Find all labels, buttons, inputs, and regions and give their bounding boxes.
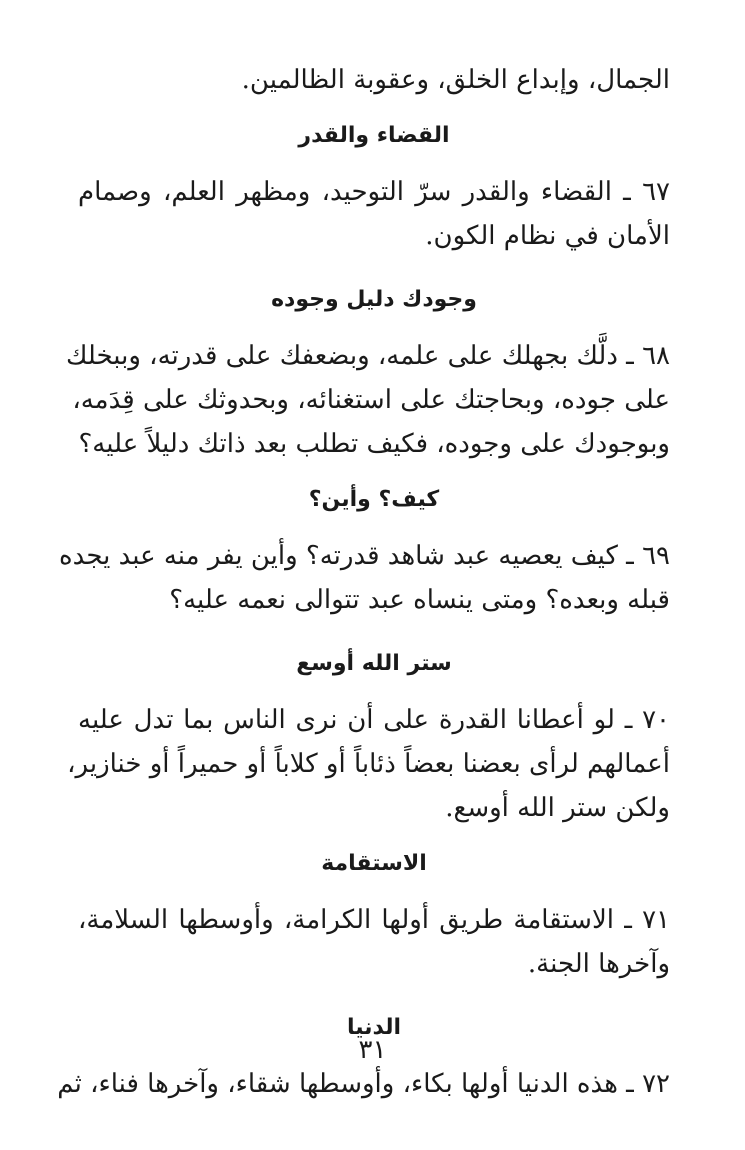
paragraph-70-line-2: أعمالهم لرأى بعضنا بعضاً ذئاباً أو كلاباً أو حميراً أو خنازير، xyxy=(67,749,670,779)
section-heading-wujud: وجودك دليل وجوده xyxy=(271,287,477,312)
page-body xyxy=(57,58,670,1106)
paragraph-68-line-3: وبوجودك على وجوده، فكيف تطلب بعد ذاتك دليلاً عليه؟ xyxy=(78,429,670,459)
paragraph-67-line-2: الأمان في نظام الكون. xyxy=(425,221,670,251)
section-heading-istiqama: الاستقامة xyxy=(321,851,427,876)
section-heading-kayf: كيف؟ وأين؟ xyxy=(308,487,440,512)
paragraph-68-line-1: ٦٨ ـ دلَّك بجهلك على علمه، وبضعفك على قدرته، وببخلك xyxy=(65,341,670,371)
paragraph-67-line-1: ٦٧ ـ القضاء والقدر سرّ التوحيد، ومظهر العلم، وصمام xyxy=(78,177,670,207)
paragraph-70-line-3: ولكن ستر الله أوسع. xyxy=(445,793,670,823)
section-heading-qada: القضاء والقدر xyxy=(298,123,450,148)
paragraph-68-line-2: على جوده، وبحاجتك على استغنائه، وبحدوثك على قِدَمه، xyxy=(72,385,670,415)
paragraph-70-line-1: ٧٠ ـ لو أعطانا القدرة على أن نرى الناس بما تدل عليه xyxy=(78,705,670,735)
paragraph-69-line-1: ٦٩ ـ كيف يعصيه عبد شاهد قدرته؟ وأين يفر منه عبد يجده xyxy=(59,541,670,571)
paragraph-71-line-1: ٧١ ـ الاستقامة طريق أولها الكرامة، وأوسطها السلامة، xyxy=(78,905,670,935)
paragraph-69-line-2: قبله وبعده؟ ومتى ينساه عبد تتوالى نعمه عليه؟ xyxy=(169,585,670,615)
section-heading-sitr: ستر الله أوسع xyxy=(296,651,452,676)
paragraph-72-line-1: ٧٢ ـ هذه الدنيا أولها بكاء، وأوسطها شقاء، وآخرها فناء، ثم xyxy=(57,1069,670,1099)
section-heading-dunya: الدنيا xyxy=(346,1015,401,1040)
paragraph-71-line-2: وآخرها الجنة. xyxy=(527,949,670,979)
intro-line: الجمال، وإبداع الخلق، وعقوبة الظالمين. xyxy=(241,65,670,95)
page-number: ٣١ xyxy=(358,1035,387,1065)
